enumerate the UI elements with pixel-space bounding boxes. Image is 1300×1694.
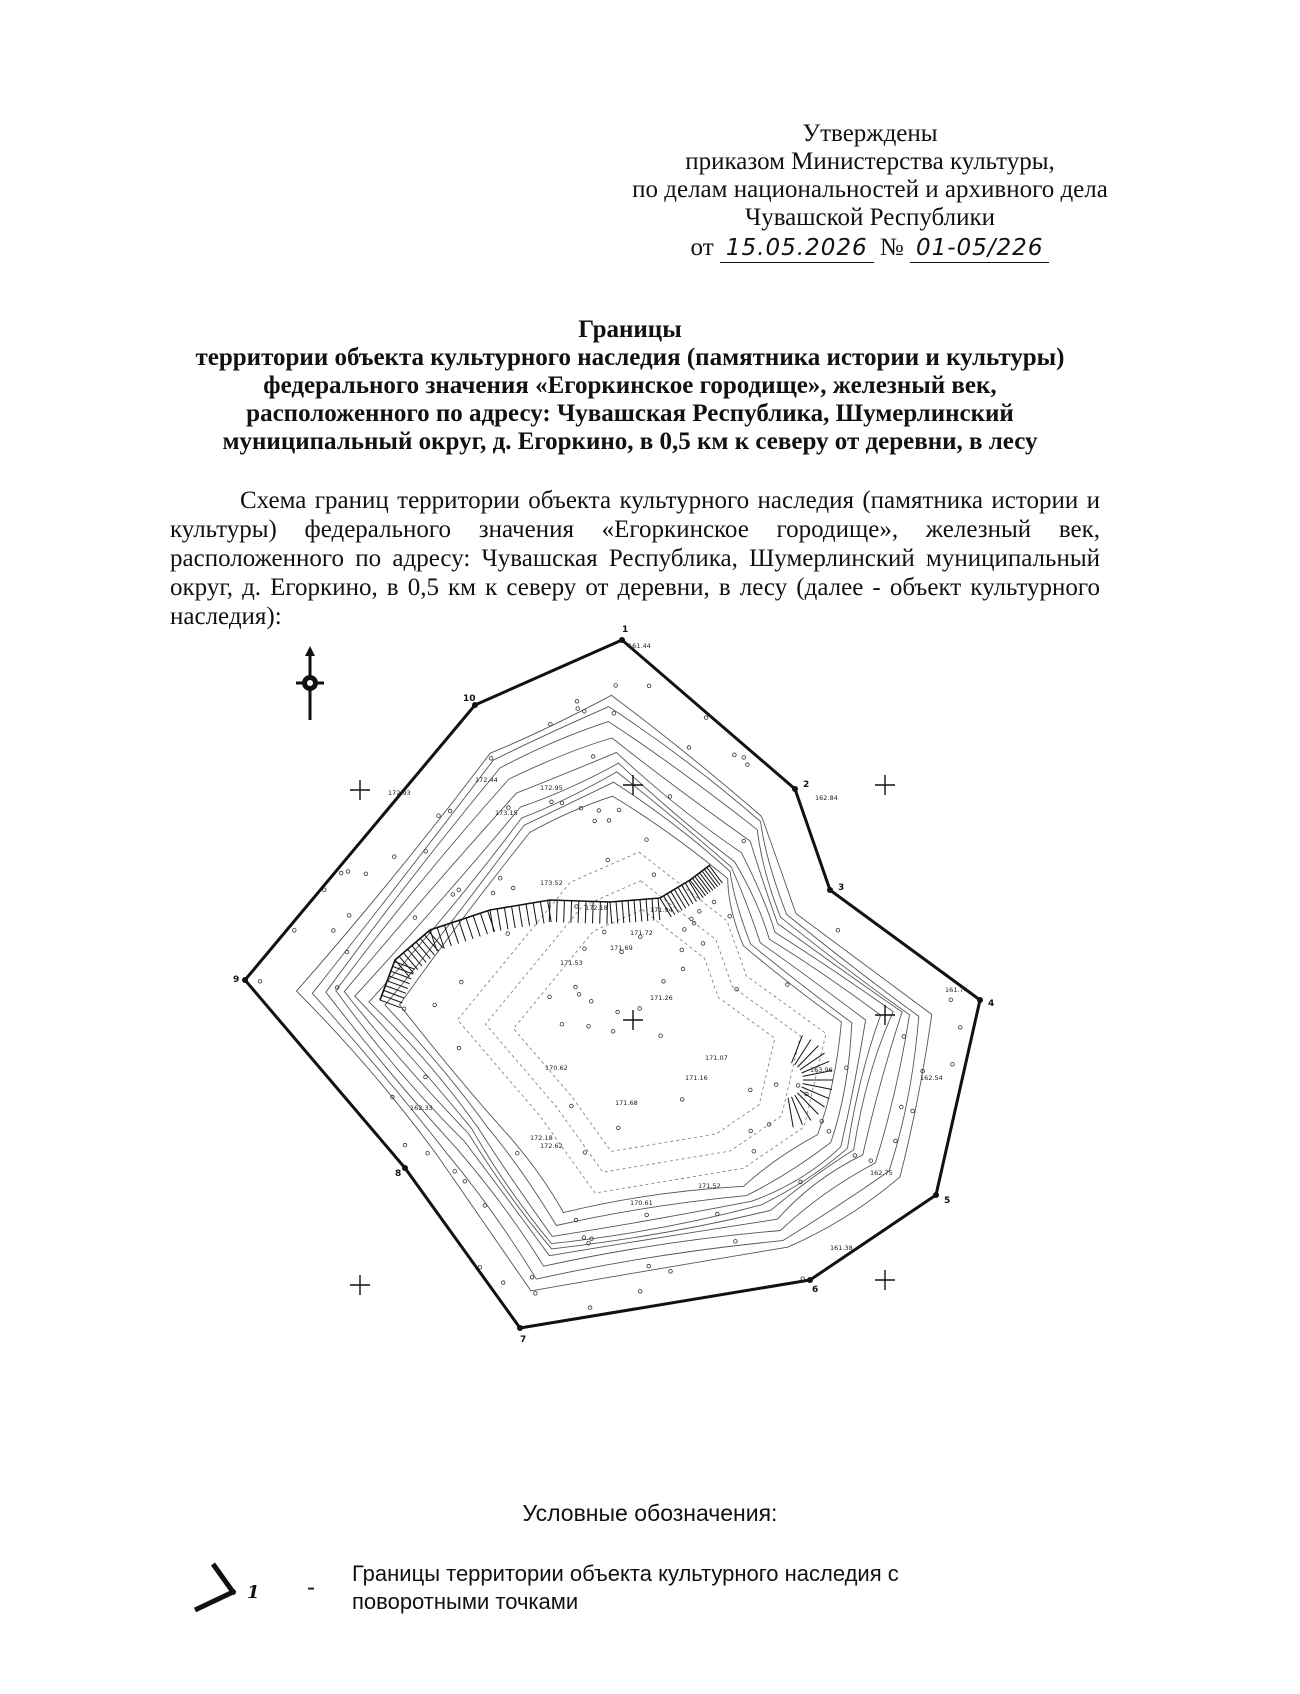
hatch-stroke [459,920,466,941]
boundary-vertex [242,977,248,983]
survey-dot [733,753,737,757]
description-paragraph: Схема границ территории объекта культурного наследия (памятника истории и культуры) федерального значения «Егоркинское городище», железный век, расположенного по адресу: Чувашская Республика, Шумерлинский муниципальный округ, д. Егоркино, в 0,5 км к северу от деревни, в лесу (далее - объект культурного наследия): [170,487,1100,630]
hatch-stroke [549,900,550,922]
date-prefix: от [690,234,714,261]
hatch-stroke [412,946,426,963]
handwritten-number: 01-05/226 [910,234,1049,263]
elevation-label: 172.93 [388,789,411,797]
hatch-stroke [634,900,636,922]
boundary-vertex [792,786,798,792]
hatch-stroke [689,881,700,900]
survey-dot [749,1129,753,1133]
hatch-stroke [697,875,710,893]
title-line-3: расположенного по адресу: Чувашская Республика, Шумерлинский [246,400,1014,427]
survey-dot [560,801,564,805]
survey-dot [332,929,336,933]
survey-dot [683,928,687,932]
north-arrow-icon [296,646,324,720]
survey-dot [588,1306,592,1310]
boundary-vertex-markers [233,625,994,1345]
boundary-vertex [517,1325,523,1331]
elevation-label: 162.75 [870,1169,893,1177]
survey-dot [516,1151,520,1155]
elevation-label: 170.62 [545,1064,568,1072]
survey-dot [339,871,343,875]
approval-line-1: Утверждены [802,120,938,147]
survey-dot [491,891,495,895]
survey-dot [483,1204,487,1208]
boundary-point-label: 10 [463,694,476,704]
hatch-stroke [709,866,722,884]
hatch-stroke [803,1084,832,1090]
survey-dot [692,921,696,925]
hatch-stroke [578,901,579,923]
survey-dot [577,993,581,997]
elevation-label: 171.69 [610,944,633,952]
elevation-label: 171.53 [560,959,583,967]
elevation-label: 171.52 [698,1182,721,1190]
legend-item-text: Границы территории объекта культурного наследия с поворотными точками [352,1561,899,1614]
survey-dot [424,1075,428,1079]
survey-dot [749,1088,753,1092]
survey-dot [591,755,595,759]
survey-dot [345,950,349,954]
boundary-point-label: 6 [812,1285,819,1295]
hatch-stroke [692,878,705,896]
survey-dot [645,838,649,842]
survey-dot [900,1105,904,1109]
survey-dot [669,1270,673,1274]
survey-dot [742,756,746,760]
hatch-stroke [557,900,558,922]
survey-dot [293,929,297,933]
survey-dot [701,942,705,946]
survey-dot [645,1213,649,1217]
survey-dot [597,809,601,813]
boundary-vertex [933,1192,939,1198]
hatch-stroke [610,902,612,924]
title-heading: Границы [578,316,682,343]
legend-item-boundary [195,1556,955,1636]
boundary-vertex [827,887,833,893]
survey-dot [742,839,746,843]
elevation-label: 161.74 [945,986,968,994]
survey-dot [548,995,552,999]
survey-dot [638,1290,642,1294]
hatch-stroke [788,1098,793,1128]
survey-dot [437,814,441,818]
hatch-stroke [497,909,501,931]
hatch-stroke [700,873,713,891]
survey-dot [616,1010,620,1014]
elevation-label: 171.68 [615,1099,638,1107]
survey-dot [614,684,618,688]
survey-dot [403,1143,407,1147]
survey-dot [506,932,510,936]
elevation-label: 172.62 [540,1142,563,1150]
survey-dot [392,855,396,859]
survey-dot [413,916,417,920]
survey-dot [716,1212,720,1216]
survey-dot [902,1035,906,1039]
survey-dot [583,710,587,714]
survey-dot [796,1084,800,1088]
hatch-stroke [674,889,685,908]
survey-dot [457,1046,461,1050]
survey-dot [575,700,579,704]
hatch-stroke [792,1097,803,1125]
handwritten-date: 15.05.2026 [720,234,874,263]
survey-dot [617,1126,621,1130]
boundary-point-label: 5 [944,1196,951,1206]
survey-dot [690,917,694,921]
hatch-stroke [646,899,648,921]
survey-dot [853,1154,857,1158]
hatch-stroke [504,908,508,930]
survey-dot [457,888,461,892]
contour-line [400,796,845,1212]
contour-line [369,772,866,1237]
survey-dot [786,983,790,987]
title-line-4: муниципальный округ, д. Егоркино, в 0,5 км к северу от деревни, в лесу [222,428,1038,455]
legend-title: Условные обозначения: [522,1500,778,1526]
survey-dot [734,1240,738,1244]
elevation-label: 161.44 [628,642,651,650]
hatch-stroke [519,905,523,927]
survey-dot [587,1025,591,1029]
hatch-stroke [571,901,572,923]
survey-points [258,684,962,1310]
survey-dot [668,795,672,799]
survey-dot [680,1098,684,1102]
survey-dot [498,876,502,880]
elevation-label: 172.18 [585,904,608,912]
inner-contour [486,881,801,1172]
elevation-labels [388,642,968,1252]
contour-line [326,722,910,1267]
legend-symbol-label: 1 [247,1582,260,1603]
survey-dot [576,707,580,711]
survey-dot [698,910,702,914]
hatch-stroke [466,918,473,939]
contour-line [385,782,852,1225]
survey-dot [460,980,464,984]
hatch-stroke [512,906,516,928]
territory-boundary-line [245,640,980,1328]
hatch-stroke [564,901,565,923]
hatch-stroke [399,956,413,973]
elevation-label: 172.95 [540,784,563,792]
hatch-stroke [702,871,715,889]
title-line-1: территории объекта культурного наследия (памятника истории и культуры) [195,344,1065,371]
survey-dot [424,850,428,854]
contour-line [344,752,893,1249]
survey-dot [448,809,452,813]
hatch-stroke [473,916,480,937]
survey-dot [258,980,262,984]
hatch-stroke [416,942,430,959]
survey-dot [501,1281,505,1285]
survey-dot [712,900,716,904]
survey-dot [911,1109,915,1113]
survey-dot [687,746,691,750]
survey-dot [680,948,684,952]
elevation-label: 171.07 [705,1054,728,1062]
survey-dot [647,684,651,688]
survey-dot [647,1264,651,1268]
survey-dot [836,928,840,932]
survey-dot [949,998,953,1002]
survey-dot [426,1151,430,1155]
elevation-label: 171.26 [650,994,673,1002]
elevation-label: 170.61 [630,1199,653,1207]
survey-dot [347,914,351,918]
elevation-label: 162.84 [815,794,838,802]
survey-dot [364,872,368,876]
hatch-stroke [695,876,708,894]
hatch-stroke [628,901,630,923]
boundary-symbol-icon [195,1558,305,1628]
boundary-point-label: 1 [622,625,629,635]
hatch-stroke [682,885,693,904]
boundary-point-label: 4 [988,999,995,1009]
survey-dot [590,1000,594,1004]
document-title [160,316,1100,456]
boundary-point-label: 9 [233,975,240,985]
approval-signature-line [600,234,1140,263]
survey-dot [574,985,578,989]
boundary-point-label: 8 [395,1169,402,1179]
elevation-label: 171.94 [650,906,673,914]
survey-dot [549,722,553,726]
hatch-stroke [622,901,624,923]
hatch-stroke [616,902,618,924]
elevation-label: 161.38 [830,1244,853,1252]
hatch-stroke [704,869,717,887]
survey-dot [612,712,616,716]
survey-dot [659,1034,663,1038]
survey-dot [704,716,708,720]
survey-dot [617,808,621,812]
hatch-stroke [540,902,544,924]
elevation-label: 162.33 [410,1104,433,1112]
survey-dot [534,1292,538,1296]
survey-dot [951,1063,955,1067]
elevation-label: 172.18 [530,1134,553,1142]
survey-dot [681,967,685,971]
survey-dot [602,930,606,934]
survey-dot [735,987,739,991]
survey-dot [530,1276,534,1280]
survey-dot [583,1151,587,1155]
survey-dot [611,1030,615,1034]
approval-block [600,120,1140,263]
survey-dot [752,1150,756,1154]
approval-line-4: Чувашской Республики [744,204,996,231]
survey-dot [433,1003,437,1007]
site-plan-map [230,625,1100,1470]
survey-dot [582,1236,586,1240]
survey-dot [827,1130,831,1134]
boundary-vertex [619,637,625,643]
hatch-stroke [480,913,487,934]
approval-line-3: по делам национальностей и архивного дела [632,176,1108,203]
survey-dot [560,1022,564,1026]
survey-dot [570,1104,574,1108]
survey-dot [894,1139,898,1143]
survey-dot [511,886,515,890]
elevation-label: 173.52 [540,879,563,887]
elevation-label: 172.44 [475,776,498,784]
number-prefix: № [879,234,904,261]
boundary-point-label: 7 [520,1335,527,1345]
survey-dot [593,819,597,823]
survey-dot [774,1083,778,1087]
hatch-stroke [526,904,530,926]
legend-dash: - [307,1574,315,1601]
elevation-label: 173.15 [495,809,518,817]
boundary-vertex [807,1277,813,1283]
survey-dot [652,873,656,877]
survey-dot [638,1007,642,1011]
survey-dot [746,763,750,767]
survey-dot [869,1159,873,1163]
boundary-vertex [402,1165,408,1171]
elevation-label: 163.96 [810,1066,833,1074]
survey-dot [346,870,350,874]
survey-dot [607,819,611,823]
survey-dot [728,914,732,918]
survey-dot [489,757,493,761]
survey-dot [606,858,610,862]
hatch-stroke [802,1087,830,1099]
boundary-point-label: 3 [838,883,845,893]
hatch-stroke [408,949,422,966]
approval-line-2: приказом Министерства культуры, [685,148,1055,175]
elevation-label: 171.72 [630,929,653,937]
survey-dot [662,980,666,984]
survey-dot [463,1180,467,1184]
hatch-stroke [707,867,720,885]
elevation-label: 162.54 [920,1074,943,1082]
survey-dot [959,1026,963,1030]
hatch-stroke [792,1035,803,1063]
survey-dot [575,905,579,909]
title-line-2: федерального значения «Егоркинское городище», железный век, [263,372,997,399]
boundary-vertex [977,997,983,1003]
survey-dot [583,947,587,951]
survey-dot [451,893,455,897]
survey-dot [550,800,554,804]
boundary-point-label: 2 [803,780,810,790]
survey-dot [453,1170,457,1174]
elevation-label: 171.16 [685,1074,708,1082]
hatch-stroke [533,903,537,925]
